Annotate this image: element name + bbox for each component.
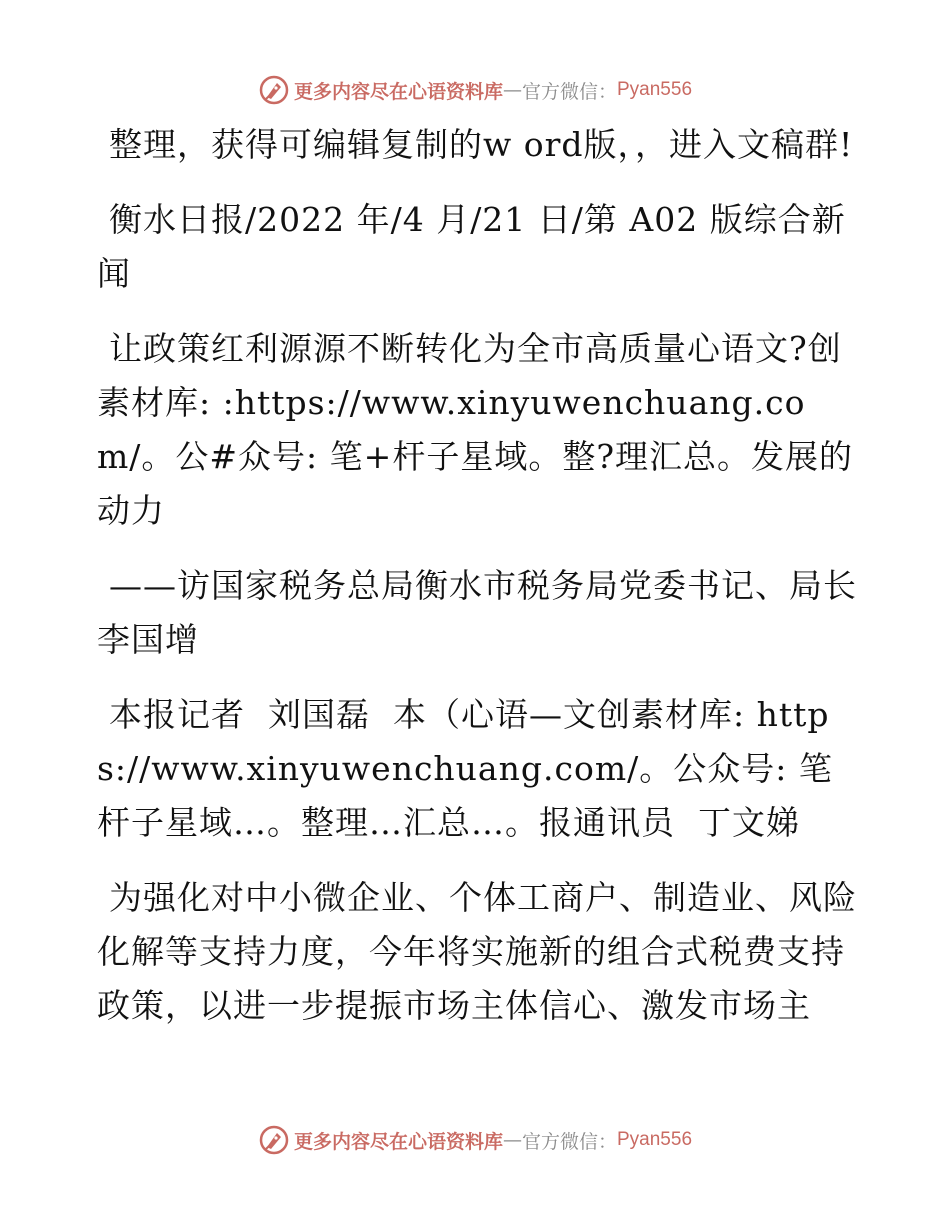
watermark-wechat-id: Pyan556 [617, 79, 693, 100]
pen-nib-logo-icon [258, 74, 290, 106]
watermark-wechat-id: Pyan556 [617, 1129, 693, 1150]
paragraph-source: 衡水日报/2022 年/4 月/21 日/第 A02 版综合新闻 [97, 200, 846, 293]
watermark-dash: — [502, 1129, 522, 1151]
pen-nib-logo-icon [258, 1124, 290, 1156]
header-watermark-banner [0, 70, 950, 110]
paragraph-body: 为强化对中小微企业、个体工商户、制造业、风险化解等支持力度，今年将实施新的组合式税费支持政策，以进一步提振市场主体信心、激发市场主 [97, 878, 857, 1025]
paragraph-byline: 本报记者 刘国磊 本（心语—文创素材库: https://www.xinyuwenchuang.com/。公众号: 笔杆子星域…。整理…汇总…。报通讯员 丁文娣 [97, 695, 833, 842]
paragraph-subtitle: ——访国家税务总局衡水市税务局党委书记、局长李国增 [97, 566, 857, 659]
watermark-dash: — [502, 79, 522, 101]
paragraph-intro: 整理，获得可编辑复制的w ord版，，进入文稿群! [109, 125, 854, 164]
watermark-wechat-label: 官方微信： [521, 80, 617, 103]
watermark-site-text: 更多内容尽在心语资料库 [293, 1130, 503, 1153]
footer-watermark-banner [0, 1120, 950, 1160]
document-body [97, 118, 857, 1054]
watermark-wechat-label: 官方微信： [521, 1130, 617, 1153]
paragraph-title: 让政策红利源源不断转化为全市高质量心语文?创素材库: :https://www.xinyuwenchuang.com/。公#众号: 笔+杆子星域。整?理汇总。发展的动力 [97, 329, 854, 530]
watermark-site-text: 更多内容尽在心语资料库 [293, 80, 503, 103]
